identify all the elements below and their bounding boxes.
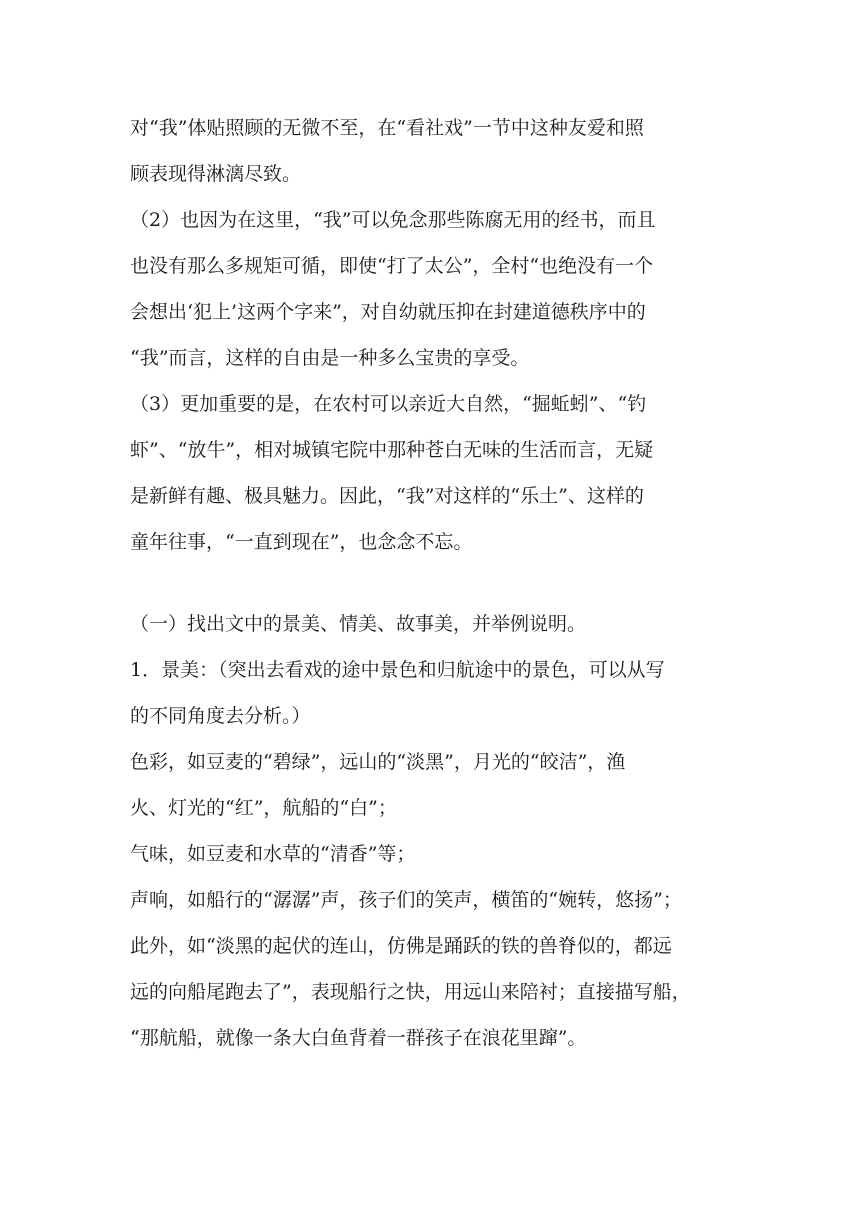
text-line: 是新鲜有趣、极具魅力。因此，“我”对这样的“乐土”、这样的 [130, 485, 644, 507]
text-line: 色彩，如豆麦的“碧绿”，远山的“淡黑”，月光的“皎洁”，渔 [130, 751, 626, 773]
text-line: 的不同角度去分析。） [130, 705, 311, 727]
text-line: 此外，如“淡黑的起伏的连山，仿佛是踊跃的铁的兽脊似的，都远 [130, 935, 672, 957]
text-line: “那航船，就像一条大白鱼背着一群孩子在浪花里蹿”。 [130, 1027, 587, 1049]
text-line: 童年往事，“一直到现在”，也念念不忘。 [130, 531, 473, 553]
text-line: （3）更加重要的是，在农村可以亲近大自然，“掘蚯蚓”、“钓 [130, 393, 647, 415]
text-line: 气味，如豆麦和水草的“清香”等； [130, 843, 416, 865]
text-line: 火、灯光的“红”，航船的“白”； [130, 797, 397, 819]
text-line: 1．景美：（突出去看戏的途中景色和归航途中的景色，可以从写 [130, 659, 665, 681]
section-heading: （一）找出文中的景美、情美、故事美，并举例说明。 [130, 613, 587, 635]
text-line: （2）也因为在这里，“我”可以免念那些陈腐无用的经书，而且 [130, 209, 656, 231]
text-line: 虾”、“放牛”，相对城镇宅院中那种苍白无味的生活而言，无疑 [130, 439, 654, 461]
text-line: 对“我”体贴照顾的无微不至，在“看社戏”一节中这种友爱和照 [130, 117, 644, 139]
text-line: 远的向船尾跑去了”，表现船行之快，用远山来陪衬；直接描写船， [130, 981, 691, 1003]
text-line: 声响，如船行的“潺潺”声，孩子们的笑声，横笛的“婉转，悠扬”； [130, 889, 682, 911]
text-line: “我”而言，这样的自由是一种多么宝贵的享受。 [130, 347, 530, 369]
text-line: 也没有那么多规矩可循，即使“打了太公”，全村“也绝没有一个 [130, 255, 654, 277]
text-line: 顾表现得淋漓尽致。 [130, 163, 302, 185]
text-line: 会想出‘犯上’这两个字来”，对自幼就压抑在封建道德秩序中的 [130, 301, 646, 323]
